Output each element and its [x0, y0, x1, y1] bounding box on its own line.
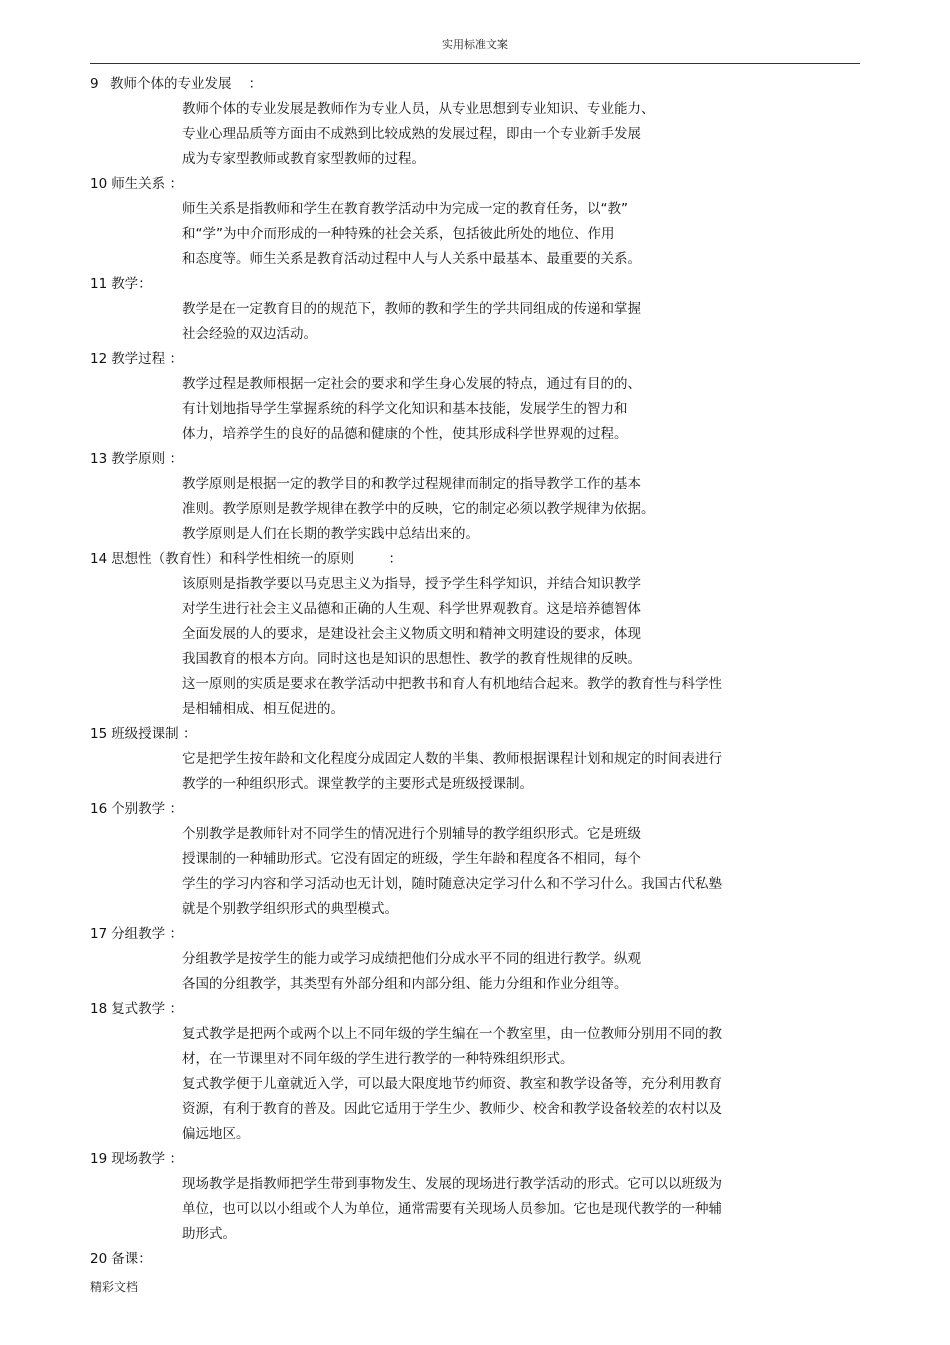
definition-text-line: 准则。教学原则是教学规律在教学中的反映，它的制定必须以教学规律为依据。: [182, 501, 655, 517]
page-header: 实用标准文案: [442, 38, 508, 51]
definition-text-line: 这一原则的实质是要求在教学活动中把教书和育人有机地结合起来。教学的教育性与科学性: [182, 676, 722, 692]
entry-term: 班级授课制: [111, 726, 179, 742]
definition-text-line: 单位，也可以以小组或个人为单位，通常需要有关现场人员参加。它也是现代教学的一种辅: [182, 1201, 722, 1217]
definition-text-line: 授课制的一种辅助形式。它没有固定的班级，学生年龄和程度各不相同，每个: [182, 851, 641, 867]
term-colon: ：: [169, 176, 183, 192]
entry-heading: [90, 1247, 790, 1272]
definition-text-line: 是相辅相成、相互促进的。: [182, 701, 344, 717]
entry-number: 15: [90, 726, 108, 742]
definition-text-line: 教学的一种组织形式。课堂教学的主要形式是班级授课制。: [182, 776, 533, 792]
definition-entry: [90, 722, 790, 797]
entry-term: 现场教学: [111, 1151, 166, 1167]
definition-entry: [90, 1147, 790, 1247]
term-colon: ：: [388, 551, 403, 567]
definition-text-line: 专业心理品质等方面由不成熟到比较成熟的发展过程，即由一个专业新手发展: [182, 126, 641, 142]
term-colon: ：: [169, 801, 183, 817]
definition-text-line: 学生的学习内容和学习活动也无计划，随时随意决定学习什么和不学习什么。我国古代私塾: [182, 876, 722, 892]
definition-text-line: 我国教育的根本方向。同时这也是知识的思想性、教学的教育性规律的反映。: [182, 651, 641, 667]
definition-entry: [90, 997, 790, 1147]
definition-entry: [90, 272, 790, 347]
entry-heading: [90, 997, 790, 1022]
entry-number: 14: [90, 551, 108, 567]
entry-heading: [90, 1147, 790, 1172]
definition-text-line: 偏远地区。: [182, 1126, 250, 1142]
term-gap: [354, 551, 388, 567]
definition-text-line: 有计划地指导学生掌握系统的科学文化知识和基本技能，发展学生的智力和: [182, 401, 628, 417]
term-colon: ：: [169, 351, 183, 367]
entry-term: 教学原则: [111, 451, 166, 467]
definition-entry: [90, 922, 790, 997]
entry-term: 复式教学: [111, 1001, 166, 1017]
definition-text-line: 复式教学便于儿童就近入学，可以最大限度地节约师资、教室和教学设备等，充分利用教育: [182, 1076, 722, 1092]
definition-text-line: 各国的分组教学，其类型有外部分组和内部分组、能力分组和作业分组等。: [182, 976, 628, 992]
definition-text-line: 全面发展的人的要求，是建设社会主义物质文明和精神文明建设的要求，体现: [182, 626, 641, 642]
term-colon: ：: [138, 1251, 152, 1267]
entry-term: 备课: [111, 1251, 139, 1267]
definition-text-line: 教学原则是根据一定的教学目的和教学过程规律而制定的指导教学工作的基本: [182, 476, 641, 492]
definition-text-line: 复式教学是把两个或两个以上不同年级的学生编在一个教室里，由一位教师分别用不同的教: [182, 1026, 722, 1042]
definition-entry: [90, 347, 790, 447]
definition-text-line: 该原则是指教学要以马克思主义为指导，授予学生科学知识，并结合知识教学: [182, 576, 641, 592]
entry-number: 20: [90, 1251, 108, 1267]
entry-term: 个别教学: [111, 801, 166, 817]
definition-text-line: 师生关系是指教师和学生在教育教学活动中为完成一定的教育任务，以“教”: [182, 201, 628, 217]
term-colon: ：: [169, 1151, 183, 1167]
definition-text-line: 教学原则是人们在长期的教学实践中总结出来的。: [182, 526, 479, 542]
entry-number: 17: [90, 926, 108, 942]
entry-number: 11: [90, 276, 108, 292]
entry-term: 思想性（教育性）和科学性相统一的原则: [111, 551, 355, 567]
entry-number: 9: [90, 76, 99, 92]
document-body: [90, 72, 790, 1272]
entry-number: 16: [90, 801, 108, 817]
definition-entry: [90, 172, 790, 272]
entry-term: 教学: [111, 276, 139, 292]
entry-heading: [90, 547, 790, 572]
entry-heading: [90, 347, 790, 372]
definition-text-line: 教师个体的专业发展是教师作为专业人员，从专业思想到专业知识、专业能力、: [182, 101, 655, 117]
entry-heading: [90, 797, 790, 822]
definition-text-line: 个别教学是教师针对不同学生的情况进行个别辅导的教学组织形式。它是班级: [182, 826, 641, 842]
term-colon: ：: [169, 451, 183, 467]
definition-text-line: 对学生进行社会主义品德和正确的人生观、科学世界观教育。这是培养德智体: [182, 601, 641, 617]
entry-term: 教师个体的专业发展: [110, 76, 232, 92]
definition-text-line: 教学是在一定教育目的的规范下，教师的教和学生的学共同组成的传递和掌握: [182, 301, 641, 317]
entry-term: 教学过程: [111, 351, 166, 367]
definition-text-line: 资源，有利于教育的普及。因此它适用于学生少、教师少、校舍和教学设备较差的农村以及: [182, 1101, 722, 1117]
definition-text-line: 和态度等。师生关系是教育活动过程中人与人关系中最基本、最重要的关系。: [182, 251, 641, 267]
definition-text-line: 现场教学是指教师把学生带到事物发生、发展的现场进行教学活动的形式。它可以以班级为: [182, 1176, 722, 1192]
entry-term: 分组教学: [111, 926, 166, 942]
definition-text-line: 和“学”为中介而形成的一种特殊的社会关系，包括彼此所处的地位、作用: [182, 226, 615, 242]
entry-heading: [90, 172, 790, 197]
definition-text-line: 体力，培养学生的良好的品德和健康的个性，使其形成科学世界观的过程。: [182, 426, 628, 442]
entry-heading: [90, 72, 790, 97]
term-gap: [232, 76, 249, 92]
definition-text-line: 成为专家型教师或教育家型教师的过程。: [182, 151, 425, 167]
definition-text-line: 就是个别教学组织形式的典型模式。: [182, 901, 398, 917]
term-colon: ：: [138, 276, 152, 292]
entry-number: 10: [90, 176, 108, 192]
definition-entry: [90, 1247, 790, 1272]
entry-heading: [90, 272, 790, 297]
term-colon: ：: [248, 76, 263, 92]
term-colon: ：: [169, 1001, 183, 1017]
entry-number: 12: [90, 351, 108, 367]
definition-text-line: 教学过程是教师根据一定社会的要求和学生身心发展的特点，通过有目的的、: [182, 376, 641, 392]
term-colon: ：: [169, 926, 183, 942]
entry-heading: [90, 447, 790, 472]
entry-number: 13: [90, 451, 108, 467]
definition-text-line: 助形式。: [182, 1226, 236, 1242]
definition-text-line: 分组教学是按学生的能力或学习成绩把他们分成水平不同的组进行教学。纵观: [182, 951, 641, 967]
definition-text-line: 社会经验的双边活动。: [182, 326, 317, 342]
entry-number: 18: [90, 1001, 108, 1017]
term-colon: ：: [182, 726, 197, 742]
definition-entry: [90, 447, 790, 547]
header-divider: [90, 63, 860, 64]
entry-term: 师生关系: [111, 176, 166, 192]
definition-text-line: 材，在一节课里对不同年级的学生进行教学的一种特殊组织形式。: [182, 1051, 574, 1067]
entry-heading: [90, 922, 790, 947]
entry-heading: [90, 722, 790, 747]
definition-entry: [90, 547, 790, 722]
definition-entry: [90, 72, 790, 172]
page-footer: 精彩文档: [90, 1280, 139, 1294]
definition-text-line: 它是把学生按年龄和文化程度分成固定人数的半集、教师根据课程计划和规定的时间表进行: [182, 751, 722, 767]
entry-number: 19: [90, 1151, 108, 1167]
definition-entry: [90, 797, 790, 922]
